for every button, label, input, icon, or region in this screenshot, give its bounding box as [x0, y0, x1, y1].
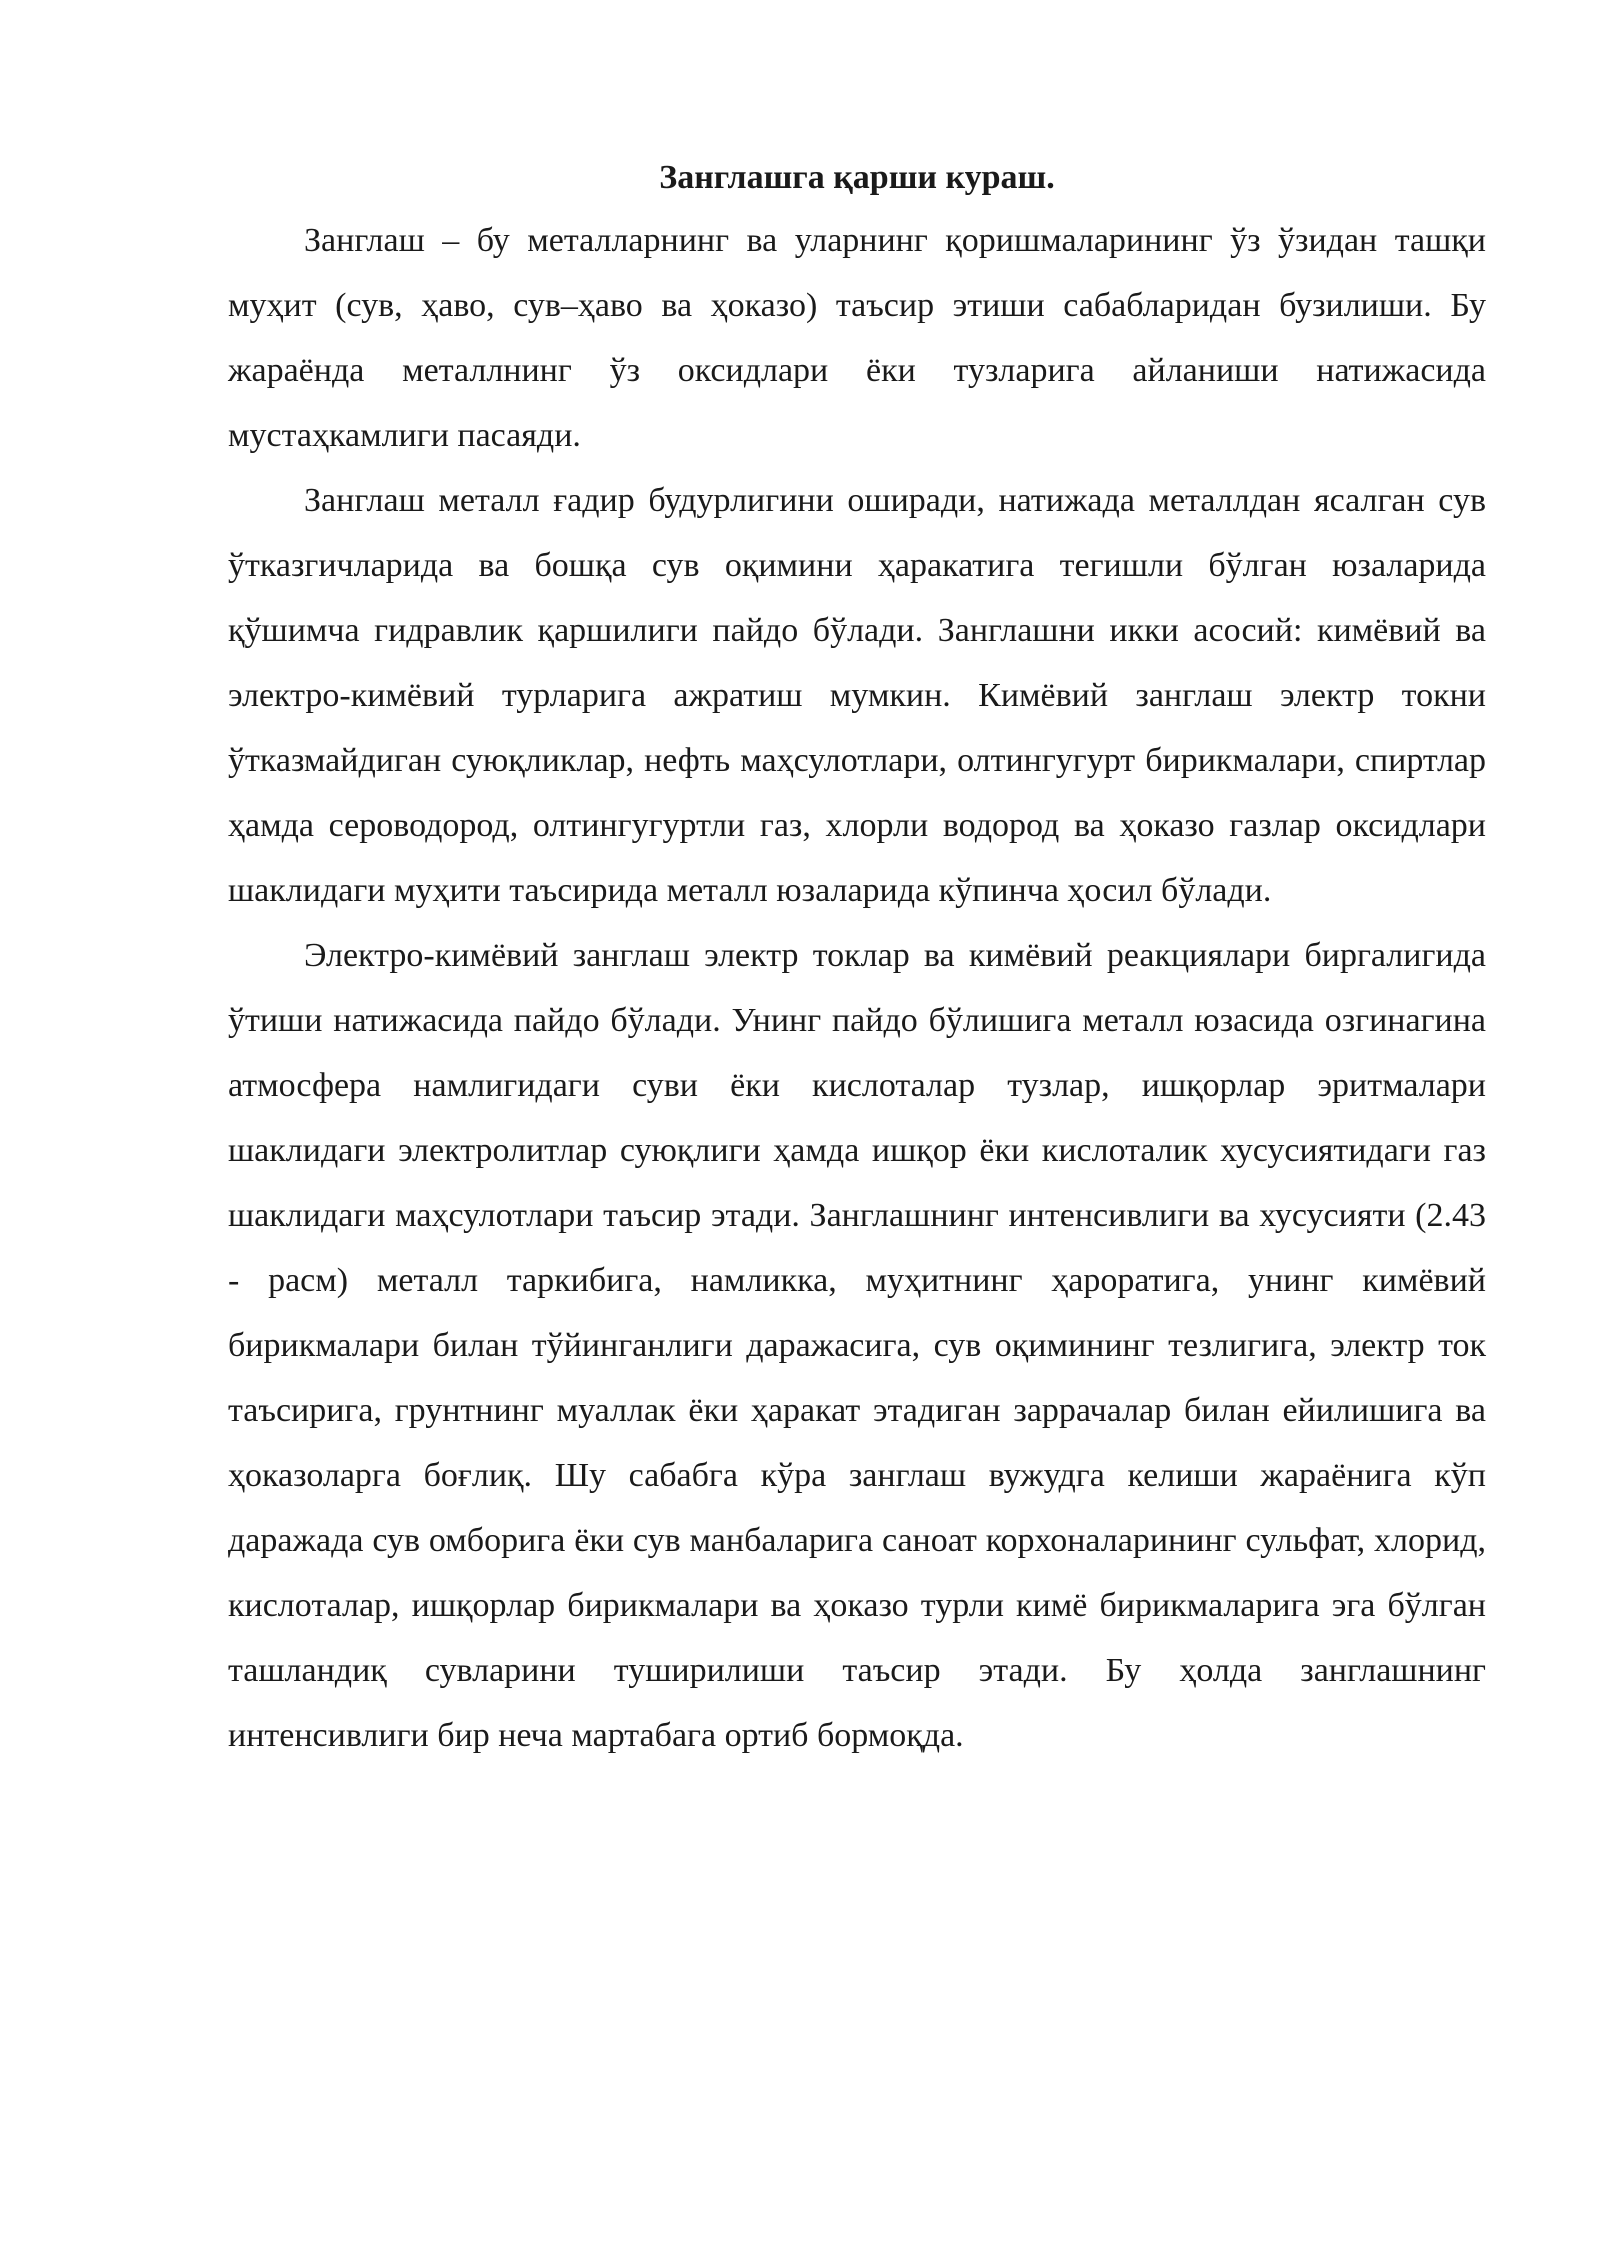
- paragraph-chemical-corrosion: Занглаш металл ғадир будурлигини оширади, натижада металлдан ясалган сув ўтказгичларида ва бошқа сув оқимини ҳаракатига тегишли бўлган юзаларида қўшимча гидравлик қаршилиги пайдо бўлади. Занглашни икки асосий: кимёвий ва электро-кимёвий турларига ажратиш мумкин. Кимёвий занглаш электр токни ўтказмайдиган суюқликлар, нефть маҳсулотлари, олтингугурт бирикмалари, спиртлар ҳамда сероводород, олтингугуртли газ, хлорли водород ва ҳоказо газлар оксидлари шаклидаги муҳити таъсирида металл юзаларида кўпинча ҳосил бўлади.: [228, 482, 1486, 909]
- document-title: Занглашга қарши кураш.: [659, 159, 1055, 196]
- paragraph-electrochemical-corrosion: Электро-кимёвий занглаш электр токлар ва кимёвий реакциялари биргалигида ўтиши натижасида пайдо бўлади. Унинг пайдо бўлишига металл юзасида озгинагина атмосфера намлигидаги суви ёки кислоталар тузлар, ишқорлар эритмалари шаклидаги электролитлар суюқлиги ҳамда ишқор ёки кислоталик хусусиятидаги газ шаклидаги маҳсулотлари таъсир этади. Занглашнинг интенсивлиги ва хусусияти (2.43 - расм) металл таркибига, намликка, муҳитнинг ҳароратига, унинг кимёвий бирикмалари билан тўйинганлиги даражасига, сув оқимининг тезлигига, электр ток таъсирига, грунтнинг муаллак ёки ҳаракат этадиган заррачалар билан ейилишига ва ҳоказоларга боғлиқ. Шу сабабга кўра занглаш вужудга келиши жараёнига кўп даражада сув омборига ёки сув манбаларига саноат корхоналарининг сульфат, хлорид, кислоталар, ишқорлар бирикмалари ва ҳоказо турли кимё бирикмаларига эга бўлган ташландиқ сувларини туширилиши таъсир этади. Бу ҳолда занглашнинг интенсивлиги бир неча мартабага ортиб бормоқда.: [228, 937, 1486, 1754]
- paragraph-definition: Занглаш – бу металларнинг ва уларнинг қоришмаларининг ўз ўзидан ташқи муҳит (сув, ҳаво, сув–ҳаво ва ҳоказо) таъсир этиши сабабларидан бузилиши. Бу жараёнда металлнинг ўз оксидлари ёки тузларига айланиши натижасида мустаҳкамлиги пасаяди.: [228, 222, 1486, 454]
- document-body: [228, 148, 1486, 1768]
